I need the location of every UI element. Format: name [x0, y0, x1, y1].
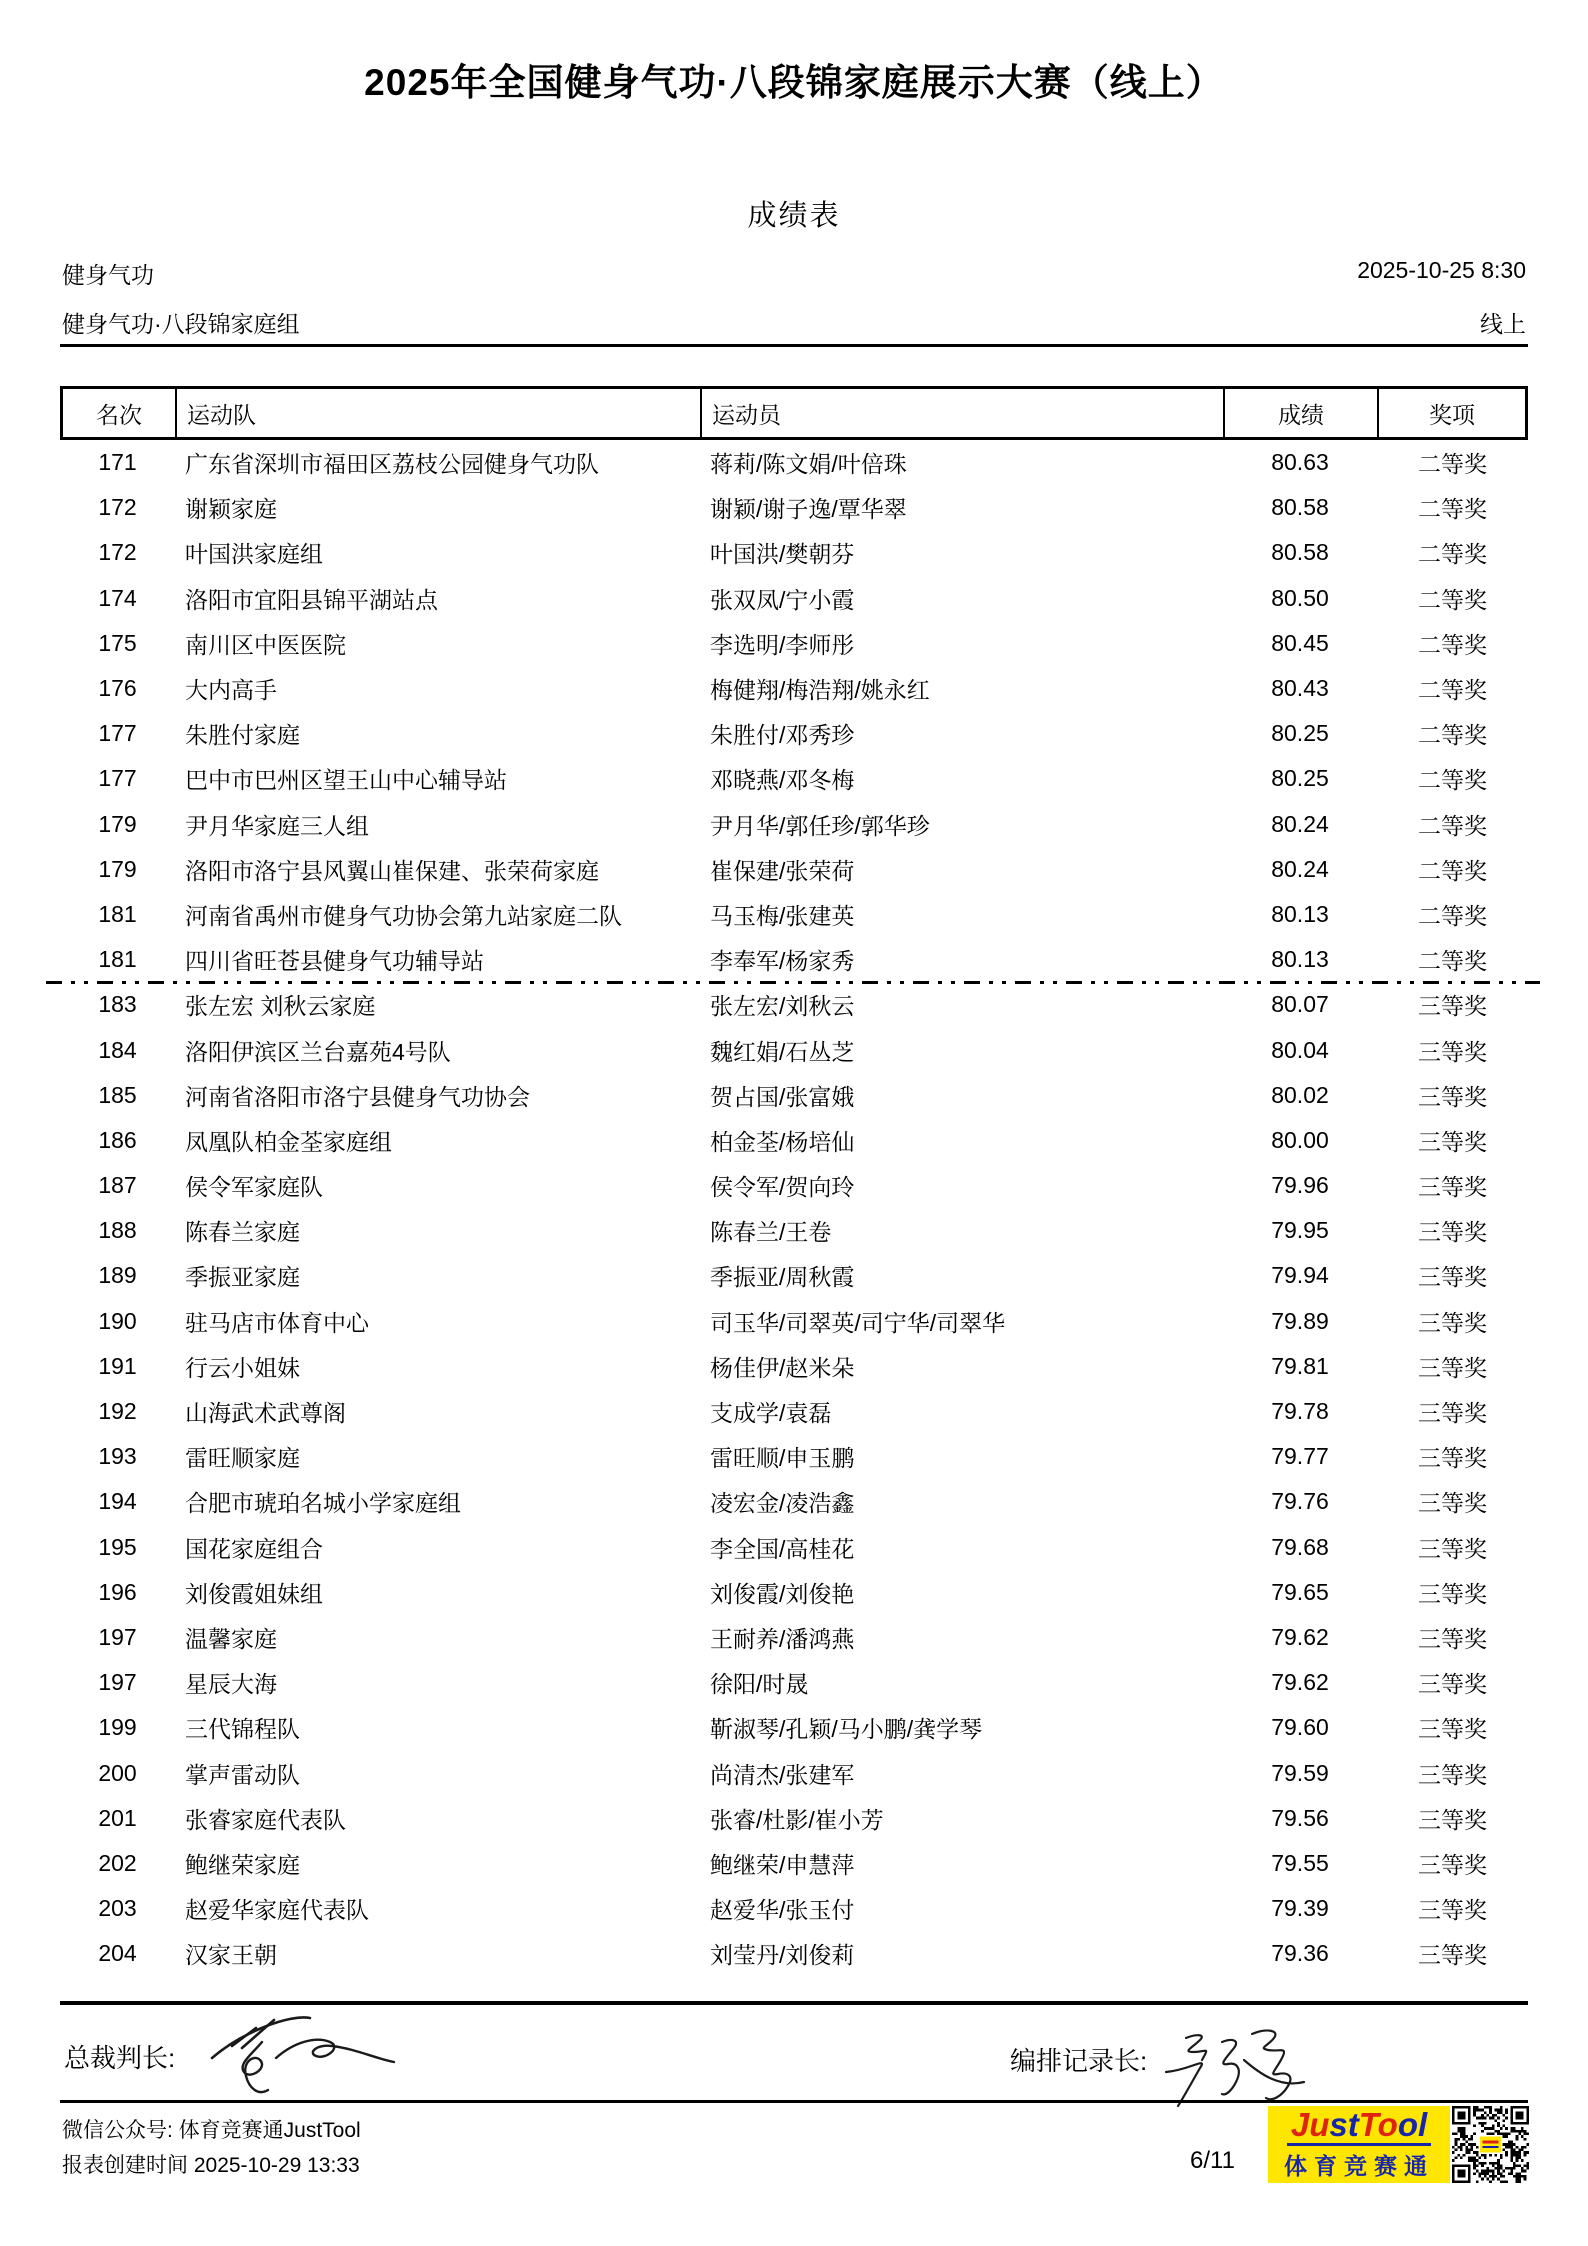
team-cell: 凤凰队柏金荃家庭组 [185, 1128, 392, 1155]
session-datetime: 2025-10-25 8:30 [1357, 257, 1526, 283]
award-cell: 二等奖 [1418, 857, 1487, 884]
award-cell: 二等奖 [1418, 496, 1487, 523]
header-athletes: 运动员 [700, 389, 1223, 437]
award-cell: 三等奖 [1418, 1580, 1487, 1607]
score-cell: 80.04 [1271, 1036, 1329, 1063]
athletes-cell: 赵爱华/张玉付 [710, 1897, 855, 1924]
award-cell: 三等奖 [1418, 1625, 1487, 1652]
table-row [60, 1479, 1528, 1524]
score-cell: 80.58 [1271, 539, 1329, 566]
score-cell: 80.25 [1271, 720, 1329, 747]
award-cell: 三等奖 [1418, 1174, 1487, 1201]
athletes-cell: 季振亚/周秋霞 [710, 1264, 855, 1291]
award-tier-divider [46, 981, 1540, 984]
team-cell: 星辰大海 [185, 1671, 277, 1698]
rank-cell: 177 [98, 765, 137, 792]
meta-row-2 [62, 306, 1526, 339]
rank-cell: 199 [98, 1714, 137, 1741]
chief-referee-label: 总裁判长: [64, 2043, 176, 2073]
award-cell: 三等奖 [1418, 1716, 1487, 1743]
team-cell: 驻马店市体育中心 [185, 1309, 369, 1336]
table-row [60, 1660, 1528, 1705]
award-cell: 三等奖 [1418, 1038, 1487, 1065]
sport-name: 健身气功 [62, 262, 154, 288]
score-cell: 79.56 [1271, 1804, 1329, 1831]
rank-cell: 189 [98, 1262, 137, 1289]
team-cell: 刘俊霞姐妹组 [185, 1580, 323, 1607]
score-cell: 80.50 [1271, 584, 1329, 611]
table-row [60, 530, 1528, 575]
athletes-cell: 靳淑琴/孔颖/马小鹏/龚学琴 [710, 1716, 983, 1743]
award-cell: 二等奖 [1418, 541, 1487, 568]
rank-cell: 188 [98, 1217, 137, 1244]
team-cell: 掌声雷动队 [185, 1761, 300, 1788]
award-cell: 三等奖 [1418, 1897, 1487, 1924]
award-cell: 二等奖 [1418, 902, 1487, 929]
meta-row-1 [62, 257, 1526, 290]
table-row [60, 711, 1528, 756]
table-row [60, 1841, 1528, 1886]
rank-cell: 194 [98, 1488, 137, 1515]
award-cell: 三等奖 [1418, 1309, 1487, 1336]
team-cell: 温馨家庭 [185, 1625, 277, 1652]
team-cell: 叶国洪家庭组 [185, 541, 323, 568]
table-row [60, 1344, 1528, 1389]
rank-cell: 176 [98, 675, 137, 702]
table-row [60, 892, 1528, 937]
team-cell: 山海武术武尊阁 [185, 1400, 346, 1427]
score-cell: 79.60 [1271, 1714, 1329, 1741]
team-cell: 张睿家庭代表队 [185, 1806, 346, 1833]
score-cell: 79.55 [1271, 1849, 1329, 1876]
rank-cell: 183 [98, 991, 137, 1018]
athletes-cell: 朱胜付/邓秀珍 [710, 722, 855, 749]
table-row [60, 1570, 1528, 1615]
team-cell: 洛阳市宜阳县锦平湖站点 [185, 586, 438, 613]
team-cell: 谢颖家庭 [185, 496, 277, 523]
team-cell: 雷旺顺家庭 [185, 1445, 300, 1472]
report-subtitle: 成绩表 [747, 200, 841, 232]
award-cell: 三等奖 [1418, 1671, 1487, 1698]
table-row [60, 847, 1528, 892]
team-cell: 尹月华家庭三人组 [185, 812, 369, 839]
athletes-cell: 雷旺顺/申玉鹏 [710, 1445, 855, 1472]
table-row [60, 982, 1528, 1027]
table-row [60, 756, 1528, 801]
table-row [60, 1118, 1528, 1163]
competition-title: 2025年全国健身气功·八段锦家庭展示大赛（线上） [364, 62, 1224, 103]
table-row [60, 1253, 1528, 1298]
rank-cell: 174 [98, 584, 137, 611]
athletes-cell: 尹月华/郭任珍/郭华珍 [710, 812, 930, 839]
table-row [60, 1886, 1528, 1931]
score-cell: 79.62 [1271, 1669, 1329, 1696]
award-cell: 三等奖 [1418, 1851, 1487, 1878]
team-cell: 陈春兰家庭 [185, 1219, 300, 1246]
table-row [60, 1027, 1528, 1072]
venue-mode: 线上 [1480, 311, 1526, 337]
athletes-cell: 崔保建/张荣荷 [710, 857, 855, 884]
score-cell: 79.68 [1271, 1533, 1329, 1560]
footer-divider-line-bottom [60, 2100, 1528, 2103]
table-body [60, 440, 1528, 1976]
recorder-signature [1156, 2016, 1321, 2111]
score-cell: 79.77 [1271, 1443, 1329, 1470]
rank-cell: 201 [98, 1804, 137, 1831]
athletes-cell: 杨佳伊/赵米朵 [710, 1354, 855, 1381]
chief-referee-signature [198, 2002, 408, 2102]
score-cell: 79.59 [1271, 1759, 1329, 1786]
header-team: 运动队 [175, 389, 700, 437]
award-cell: 三等奖 [1418, 1490, 1487, 1517]
table-row [60, 621, 1528, 666]
athletes-cell: 张双凤/宁小霞 [710, 586, 855, 613]
score-cell: 79.81 [1271, 1352, 1329, 1379]
page-number: 6/11 [1190, 2147, 1235, 2174]
award-cell: 三等奖 [1418, 1942, 1487, 1969]
athletes-cell: 贺占国/张富娥 [710, 1083, 855, 1110]
team-cell: 汉家王朝 [185, 1942, 277, 1969]
team-cell: 四川省旺苍县健身气功辅导站 [185, 948, 484, 975]
athletes-cell: 凌宏金/凌浩鑫 [710, 1490, 855, 1517]
score-cell: 80.45 [1271, 629, 1329, 656]
rank-cell: 177 [98, 720, 137, 747]
athletes-cell: 陈春兰/王卷 [710, 1219, 832, 1246]
rank-cell: 197 [98, 1623, 137, 1650]
score-cell: 80.13 [1271, 900, 1329, 927]
wechat-account-line: 微信公众号: 体育竞赛通JustTool [62, 2119, 361, 2142]
rank-cell: 203 [98, 1895, 137, 1922]
table-row [60, 1525, 1528, 1570]
results-table [60, 386, 1528, 1976]
team-cell: 河南省洛阳市洛宁县健身气功协会 [185, 1083, 530, 1110]
team-cell: 张左宏 刘秋云家庭 [185, 993, 376, 1020]
award-cell: 二等奖 [1418, 677, 1487, 704]
score-cell: 79.78 [1271, 1398, 1329, 1425]
report-created-line: 报表创建时间 2025-10-29 13:33 [62, 2154, 360, 2177]
team-cell: 洛阳伊滨区兰台嘉苑4号队 [185, 1038, 451, 1065]
score-cell: 80.25 [1271, 765, 1329, 792]
table-row [60, 1750, 1528, 1795]
table-row [60, 440, 1528, 485]
score-cell: 80.07 [1271, 991, 1329, 1018]
rank-cell: 181 [98, 900, 137, 927]
award-cell: 三等奖 [1418, 1219, 1487, 1246]
rank-cell: 193 [98, 1443, 137, 1470]
team-cell: 河南省禹州市健身气功协会第九站家庭二队 [185, 902, 622, 929]
score-cell: 79.94 [1271, 1262, 1329, 1289]
rank-cell: 191 [98, 1352, 137, 1379]
award-cell: 二等奖 [1418, 812, 1487, 839]
score-cell: 80.24 [1271, 855, 1329, 882]
table-row [60, 1434, 1528, 1479]
table-row [60, 1796, 1528, 1841]
award-cell: 三等奖 [1418, 1264, 1487, 1291]
rank-cell: 179 [98, 810, 137, 837]
table-row [60, 1389, 1528, 1434]
score-cell: 79.36 [1271, 1940, 1329, 1967]
team-cell: 赵爱华家庭代表队 [185, 1897, 369, 1924]
table-row [60, 1299, 1528, 1344]
table-row [60, 1931, 1528, 1976]
team-cell: 侯令军家庭队 [185, 1174, 323, 1201]
rank-cell: 185 [98, 1081, 137, 1108]
rank-cell: 172 [98, 494, 137, 521]
score-cell: 80.00 [1271, 1126, 1329, 1153]
team-cell: 洛阳市洛宁县风翼山崔保建、张荣荷家庭 [185, 857, 599, 884]
athletes-cell: 梅健翔/梅浩翔/姚永红 [710, 677, 930, 704]
rank-cell: 171 [98, 449, 137, 476]
award-cell: 二等奖 [1418, 948, 1487, 975]
athletes-cell: 刘俊霞/刘俊艳 [710, 1580, 855, 1607]
rank-cell: 181 [98, 946, 137, 973]
team-cell: 南川区中医医院 [185, 631, 346, 658]
rank-cell: 196 [98, 1578, 137, 1605]
team-cell: 鲍继荣家庭 [185, 1851, 300, 1878]
rank-cell: 204 [98, 1940, 137, 1967]
award-cell: 二等奖 [1418, 722, 1487, 749]
header-award: 奖项 [1377, 389, 1528, 437]
score-cell: 79.76 [1271, 1488, 1329, 1515]
table-row [60, 485, 1528, 530]
score-cell: 79.62 [1271, 1623, 1329, 1650]
award-cell: 三等奖 [1418, 1761, 1487, 1788]
rank-cell: 190 [98, 1307, 137, 1334]
team-cell: 大内高手 [185, 677, 277, 704]
team-cell: 三代锦程队 [185, 1716, 300, 1743]
event-group: 健身气功·八段锦家庭组 [62, 311, 300, 337]
athletes-cell: 尚清杰/张建军 [710, 1761, 855, 1788]
table-row [60, 666, 1528, 711]
score-cell: 79.39 [1271, 1895, 1329, 1922]
team-cell: 朱胜付家庭 [185, 722, 300, 749]
score-cell: 80.24 [1271, 810, 1329, 837]
qr-code [1452, 2106, 1529, 2183]
score-cell: 79.95 [1271, 1217, 1329, 1244]
team-cell: 季振亚家庭 [185, 1264, 300, 1291]
rank-cell: 197 [98, 1669, 137, 1696]
award-cell: 三等奖 [1418, 1400, 1487, 1427]
rank-cell: 179 [98, 855, 137, 882]
recorder-label: 编排记录长: [1010, 2046, 1148, 2076]
team-cell: 巴中市巴州区望王山中心辅导站 [185, 767, 507, 794]
rank-cell: 175 [98, 629, 137, 656]
athletes-cell: 支成学/袁磊 [710, 1400, 832, 1427]
athletes-cell: 李选明/李师彤 [710, 631, 855, 658]
table-row [60, 576, 1528, 621]
athletes-cell: 司玉华/司翠英/司宁华/司翠华 [710, 1309, 1006, 1336]
athletes-cell: 叶国洪/樊朝芬 [710, 541, 855, 568]
header-score: 成绩 [1223, 389, 1377, 437]
athletes-cell: 李全国/高桂花 [710, 1535, 855, 1562]
athletes-cell: 刘莹丹/刘俊莉 [710, 1942, 855, 1969]
score-cell: 79.96 [1271, 1172, 1329, 1199]
rank-cell: 200 [98, 1759, 137, 1786]
score-cell: 79.65 [1271, 1578, 1329, 1605]
table-row [60, 802, 1528, 847]
team-cell: 合肥市琥珀名城小学家庭组 [185, 1490, 461, 1517]
rank-cell: 187 [98, 1172, 137, 1199]
rank-cell: 195 [98, 1533, 137, 1560]
justtool-logo [1268, 2106, 1450, 2183]
athletes-cell: 柏金荃/杨培仙 [710, 1128, 855, 1155]
score-cell: 80.13 [1271, 946, 1329, 973]
award-cell: 二等奖 [1418, 767, 1487, 794]
rank-cell: 184 [98, 1036, 137, 1063]
header-rank: 名次 [60, 389, 175, 437]
table-row [60, 1163, 1528, 1208]
table-header-row [60, 386, 1528, 440]
table-row [60, 1615, 1528, 1660]
table-row [60, 1208, 1528, 1253]
athletes-cell: 张左宏/刘秋云 [710, 993, 855, 1020]
justtool-logo-wordmark: JustTool [1287, 2108, 1431, 2146]
table-row [60, 1705, 1528, 1750]
award-cell: 二等奖 [1418, 631, 1487, 658]
award-cell: 二等奖 [1418, 451, 1487, 478]
score-cell: 79.89 [1271, 1307, 1329, 1334]
athletes-cell: 王耐养/潘鸿燕 [710, 1625, 855, 1652]
justtool-logo-chinese: 体育竞赛通 [1284, 2153, 1434, 2179]
athletes-cell: 邓晓燕/邓冬梅 [710, 767, 855, 794]
score-cell: 80.58 [1271, 494, 1329, 521]
rank-cell: 202 [98, 1849, 137, 1876]
team-cell: 行云小姐妹 [185, 1354, 300, 1381]
team-cell: 广东省深圳市福田区荔枝公园健身气功队 [185, 451, 599, 478]
award-cell: 二等奖 [1418, 586, 1487, 613]
award-cell: 三等奖 [1418, 1354, 1487, 1381]
score-cell: 80.43 [1271, 675, 1329, 702]
athletes-cell: 李奉军/杨家秀 [710, 948, 855, 975]
award-cell: 三等奖 [1418, 1083, 1487, 1110]
rank-cell: 192 [98, 1398, 137, 1425]
score-cell: 80.63 [1271, 449, 1329, 476]
award-cell: 三等奖 [1418, 1128, 1487, 1155]
athletes-cell: 马玉梅/张建英 [710, 902, 855, 929]
athletes-cell: 侯令军/贺向玲 [710, 1174, 855, 1201]
athletes-cell: 蒋莉/陈文娟/叶倍珠 [710, 451, 907, 478]
table-row [60, 1073, 1528, 1118]
award-cell: 三等奖 [1418, 1445, 1487, 1472]
score-cell: 80.02 [1271, 1081, 1329, 1108]
athletes-cell: 徐阳/时晟 [710, 1671, 809, 1698]
team-cell: 国花家庭组合 [185, 1535, 323, 1562]
table-row [60, 937, 1528, 982]
athletes-cell: 魏红娟/石丛芝 [710, 1038, 855, 1065]
header-divider-line [60, 344, 1528, 347]
athletes-cell: 谢颖/谢子逸/覃华翠 [710, 496, 907, 523]
rank-cell: 186 [98, 1126, 137, 1153]
rank-cell: 172 [98, 539, 137, 566]
athletes-cell: 张睿/杜影/崔小芳 [710, 1806, 884, 1833]
athletes-cell: 鲍继荣/申慧萍 [710, 1851, 855, 1878]
award-cell: 三等奖 [1418, 1806, 1487, 1833]
award-cell: 三等奖 [1418, 993, 1487, 1020]
award-cell: 三等奖 [1418, 1535, 1487, 1562]
